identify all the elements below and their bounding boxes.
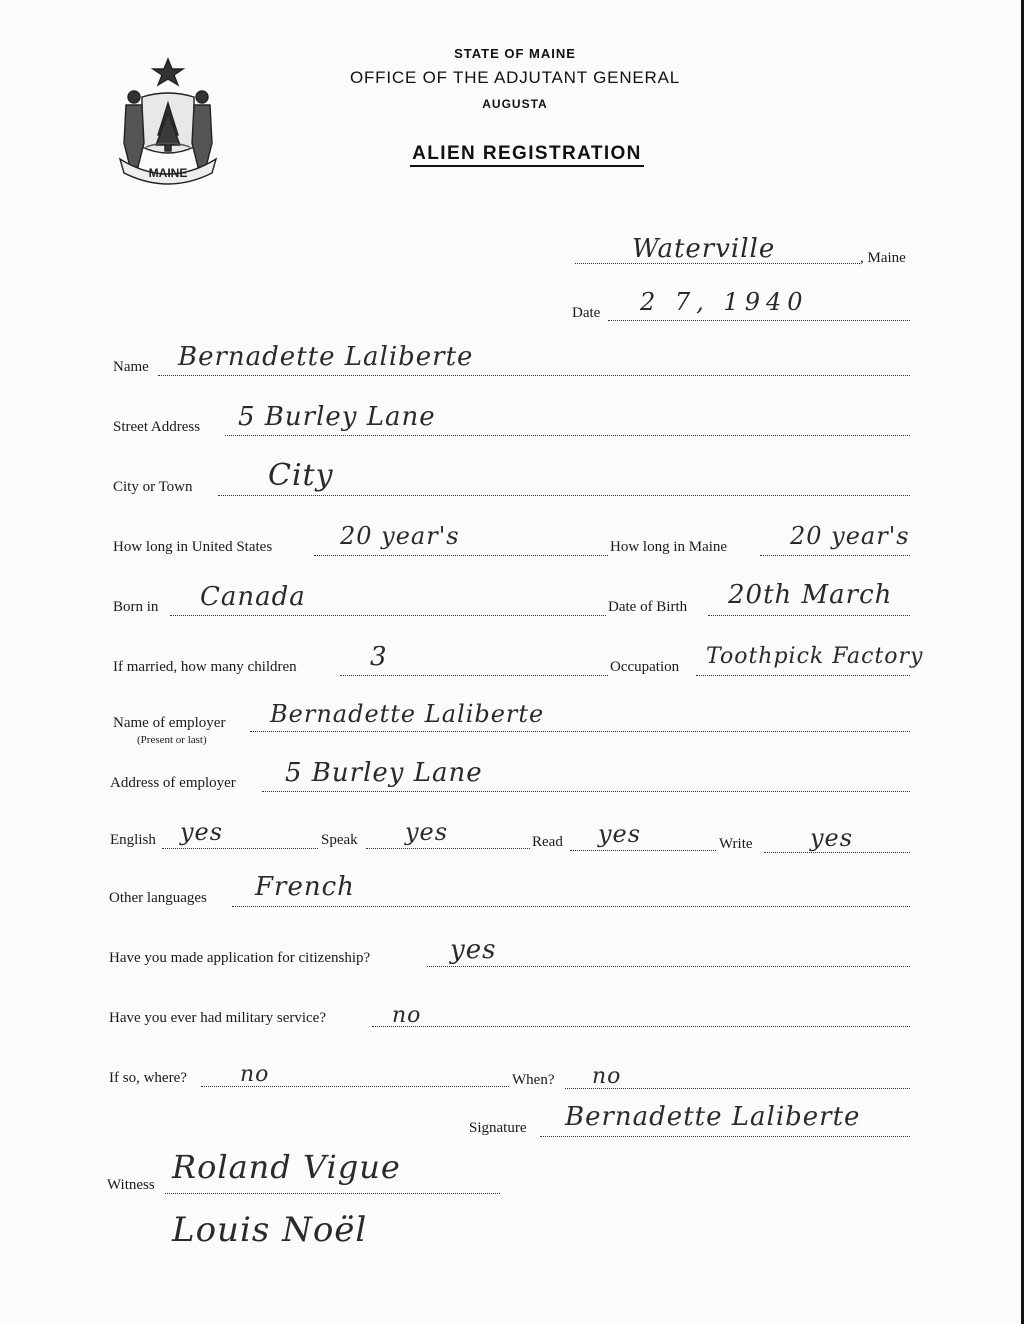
employer-name-sublabel: (Present or last) [137, 734, 207, 746]
date-of-birth-line [708, 615, 910, 616]
signature-value[interactable]: Bernadette Laliberte [565, 1102, 861, 1132]
street-line [225, 435, 910, 436]
employer-name-label: Name of employer [113, 715, 226, 731]
name-line [158, 375, 910, 376]
read-line [570, 850, 716, 851]
when-label: When? [512, 1072, 555, 1088]
name-value[interactable]: Bernadette Laliberte [178, 342, 474, 372]
seal-lettering: MAINE [148, 166, 188, 180]
where-label: If so, where? [109, 1070, 187, 1086]
where-value[interactable]: no [240, 1062, 270, 1087]
employer-name-line [250, 731, 910, 732]
write-value[interactable]: yes [810, 824, 854, 852]
employer-address-value[interactable]: 5 Burley Lane [285, 758, 483, 788]
english-line [162, 848, 318, 849]
header-office: OFFICE OF THE ADJUTANT GENERAL [349, 68, 681, 87]
write-label: Write [719, 836, 753, 852]
children-line [340, 675, 608, 676]
employer-address-line [262, 791, 910, 792]
header-city: AUGUSTA [482, 97, 548, 111]
witness-label: Witness [107, 1177, 155, 1193]
date-line [608, 320, 910, 321]
form-title-text: ALIEN REGISTRATION [410, 143, 644, 167]
city-label: City or Town [113, 479, 193, 495]
other-languages-label: Other languages [109, 890, 207, 906]
location-value[interactable]: Waterville [632, 234, 776, 264]
speak-label: Speak [321, 832, 358, 848]
header-state: STATE OF MAINE [454, 46, 576, 61]
signature-label: Signature [469, 1120, 527, 1136]
witness-line [165, 1193, 500, 1194]
date-value[interactable]: 2 7, 1940 [640, 288, 809, 316]
occupation-line [696, 675, 910, 676]
how-long-maine-line [760, 555, 910, 556]
children-label: If married, how many children [113, 659, 297, 675]
date-of-birth-label: Date of Birth [608, 599, 688, 615]
born-in-value[interactable]: Canada [200, 582, 306, 612]
read-value[interactable]: yes [598, 820, 642, 848]
write-line [764, 852, 910, 853]
other-languages-line [232, 906, 910, 907]
street-value[interactable]: 5 Burley Lane [238, 402, 436, 432]
employer-name-value[interactable]: Bernadette Laliberte [270, 700, 545, 728]
signature-line [540, 1136, 910, 1137]
date-label: Date [572, 305, 601, 321]
military-label: Have you ever had military service? [109, 1010, 326, 1026]
name-label: Name [113, 359, 149, 375]
when-value[interactable]: no [592, 1064, 622, 1089]
english-value[interactable]: yes [180, 818, 224, 846]
employer-address-label: Address of employer [110, 775, 236, 791]
citizenship-line [427, 966, 910, 967]
born-in-label: Born in [113, 599, 159, 615]
how-long-us-line [314, 555, 608, 556]
form-title [0, 143, 1024, 165]
how-long-us-label: How long in United States [113, 539, 273, 555]
city-line [218, 495, 910, 496]
occupation-value[interactable]: Toothpick Factory [706, 644, 924, 669]
other-languages-value[interactable]: French [255, 872, 355, 902]
military-line [372, 1026, 910, 1027]
occupation-label: Occupation [610, 659, 680, 675]
city-value[interactable]: City [268, 458, 334, 493]
speak-line [366, 848, 530, 849]
witness-value-2[interactable]: Louis Noël [172, 1210, 368, 1250]
how-long-us-value[interactable]: 20 year's [340, 522, 460, 550]
read-label: Read [532, 834, 563, 850]
military-value[interactable]: no [392, 1003, 422, 1028]
street-label: Street Address [113, 419, 201, 435]
born-in-line [170, 615, 606, 616]
speak-value[interactable]: yes [405, 818, 449, 846]
how-long-maine-value[interactable]: 20 year's [790, 522, 910, 550]
witness-value[interactable]: Roland Vigue [172, 1148, 401, 1186]
citizenship-label: Have you made application for citizenship? [109, 950, 371, 966]
citizenship-value[interactable]: yes [450, 935, 497, 965]
how-long-maine-label: How long in Maine [610, 539, 728, 555]
children-value[interactable]: 3 [370, 642, 388, 672]
date-of-birth-value[interactable]: 20th March [728, 580, 893, 610]
english-label: English [110, 832, 156, 848]
location-state-label: , Maine [860, 250, 906, 266]
